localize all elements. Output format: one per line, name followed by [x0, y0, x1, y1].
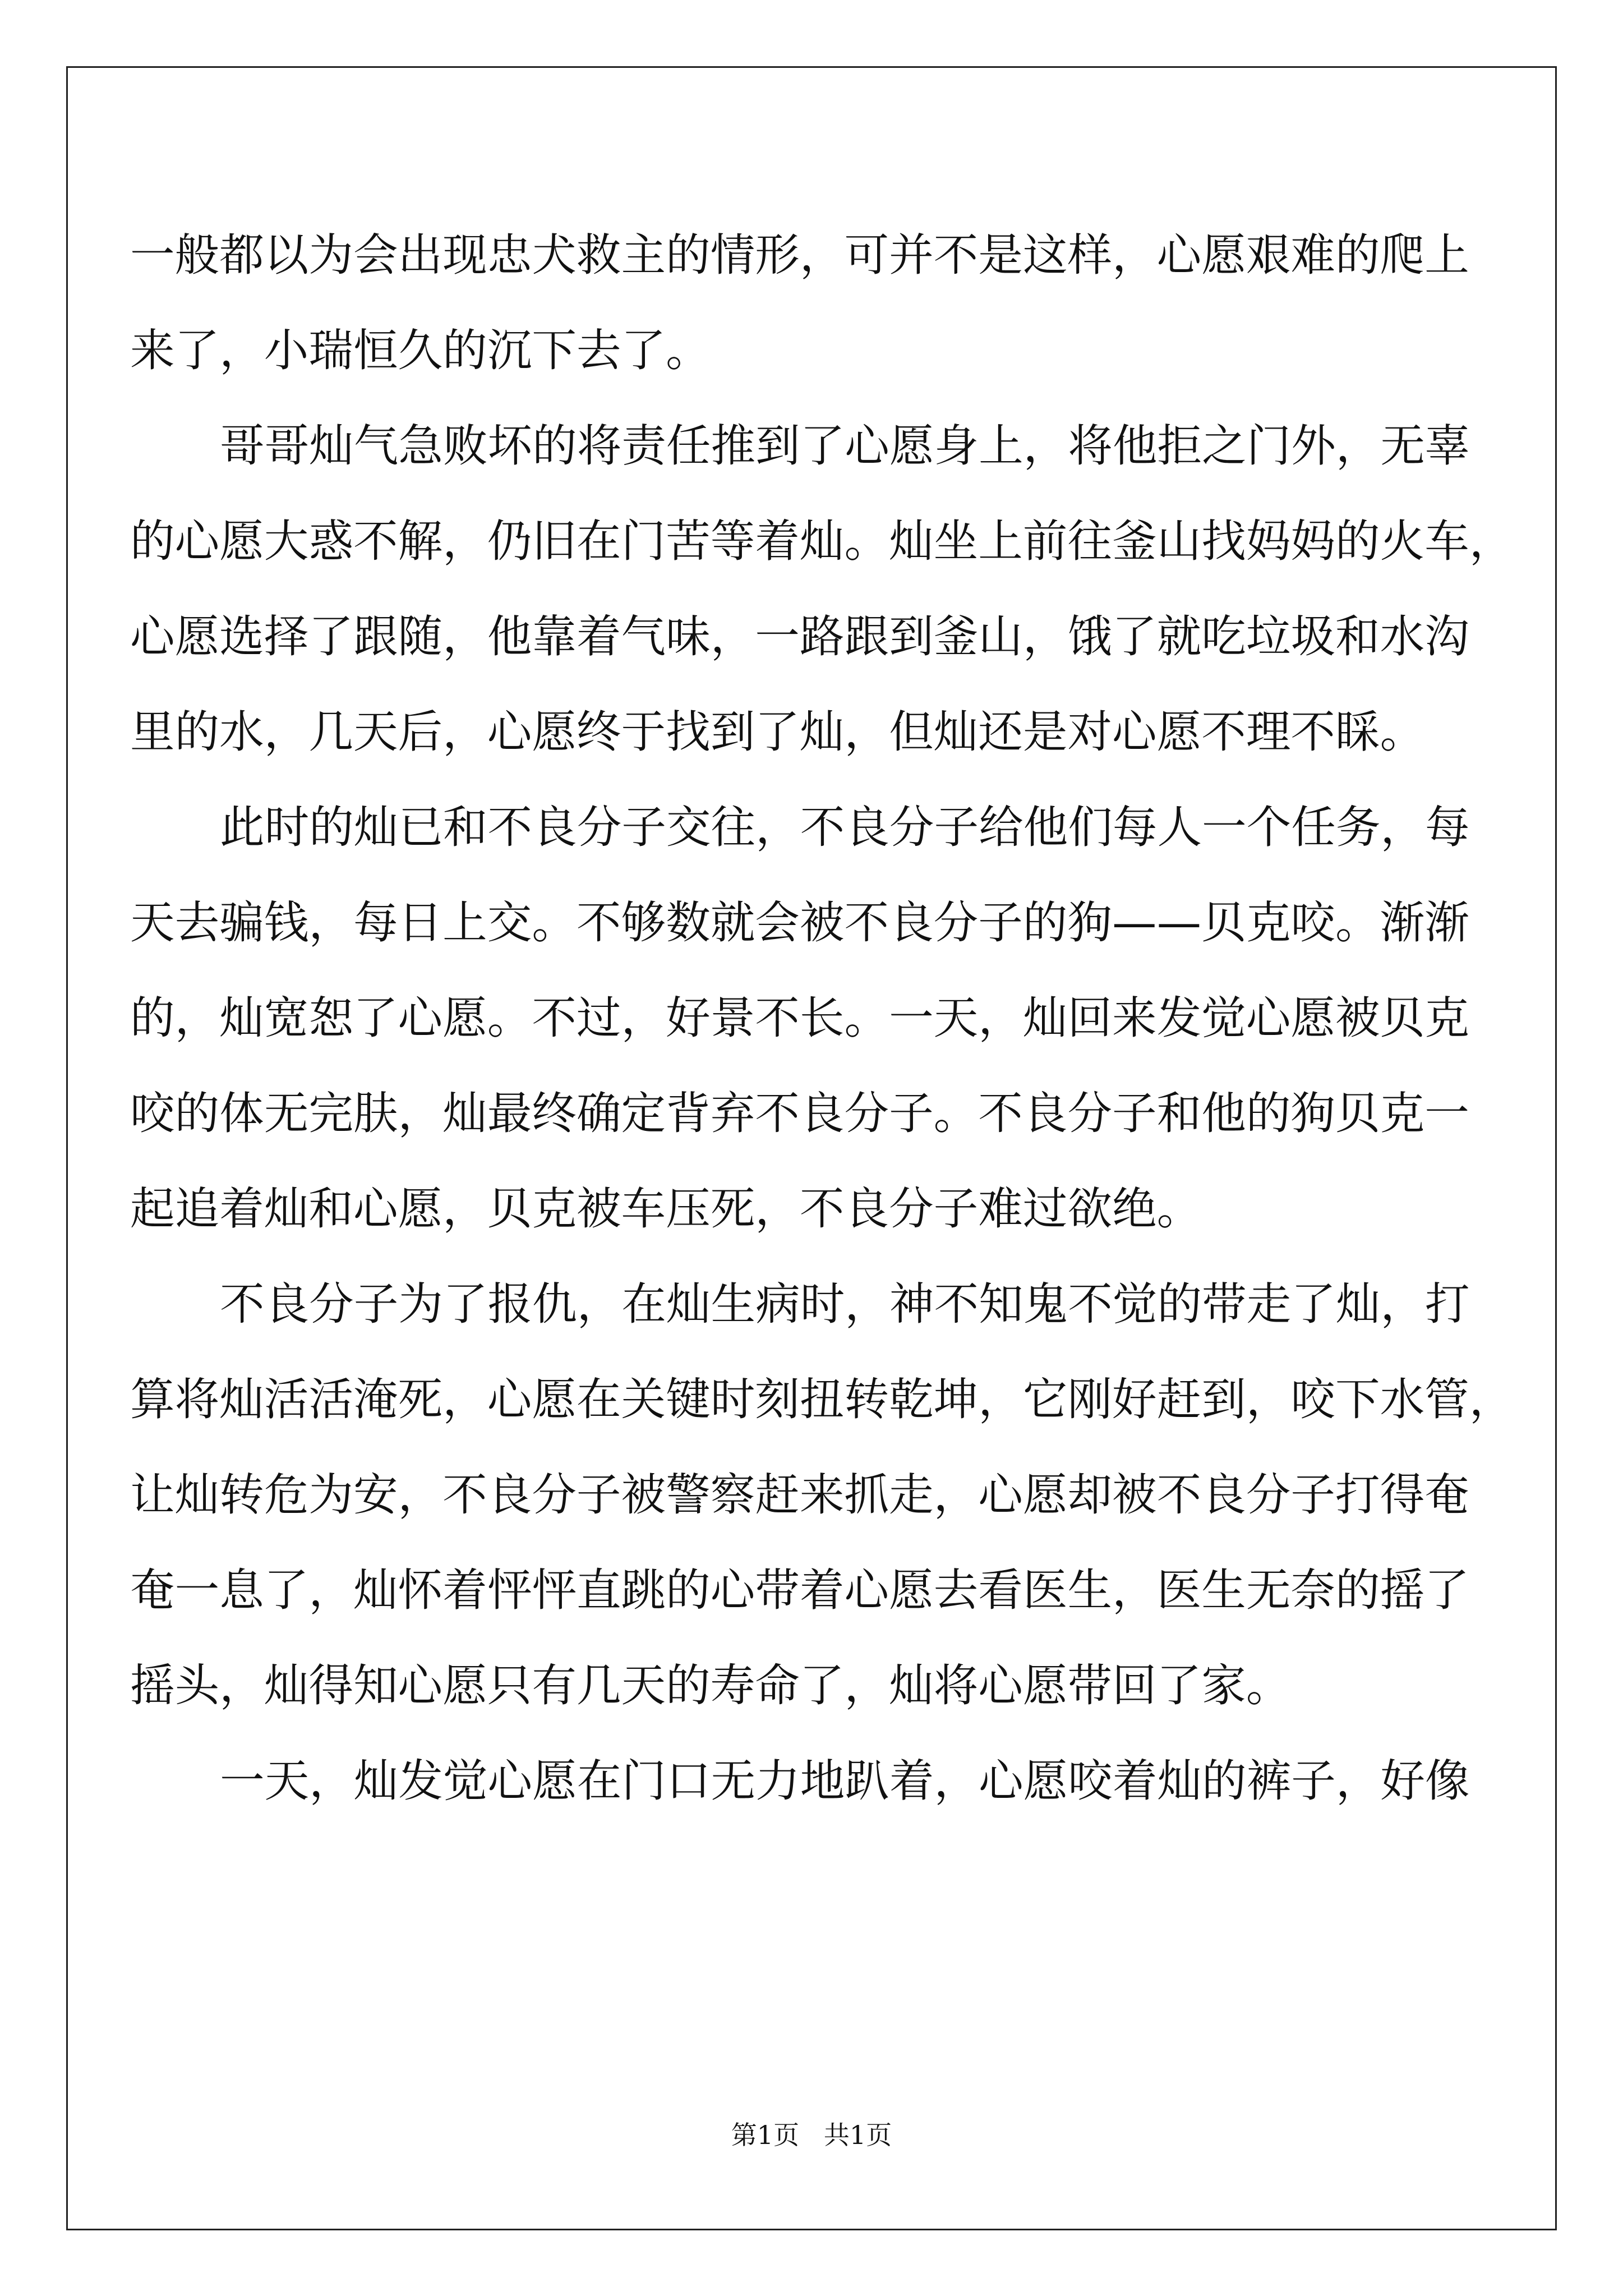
- page-number-footer: 第1页 共1页: [731, 2120, 892, 2150]
- text-line: 奄一息了，灿怀着怦怦直跳的心带着心愿去看医生，医生无奈的摇了: [130, 1564, 1469, 1616]
- text-line: 心愿选择了跟随，他靠着气味，一路跟到釜山，饿了就吃垃圾和水沟: [130, 610, 1469, 662]
- text-line: 起追着灿和心愿，贝克被车压死，不良分子难过欲绝。: [130, 1182, 1202, 1235]
- paragraph-first-line: 此时的灿已和不良分子交往，不良分子给他们每人一个任务，每: [220, 801, 1470, 853]
- paragraph-first-line: 一天，灿发觉心愿在门口无力地趴着，心愿咬着灿的裤子，好像: [220, 1755, 1470, 1807]
- text-line: 天去骗钱，每日上交。不够数就会被不良分子的狗——贝克咬。渐渐: [130, 896, 1469, 949]
- text-line: 让灿转危为安，不良分子被警察赶来抓走，心愿却被不良分子打得奄: [130, 1469, 1469, 1521]
- paragraph-first-line: 不良分子为了报仇，在灿生病时，神不知鬼不觉的带走了灿，打: [220, 1278, 1470, 1330]
- text-line: 算将灿活活淹死，心愿在关键时刻扭转乾坤，它刚好赶到，咬下水管，: [130, 1373, 1514, 1425]
- text-line: 的，灿宽恕了心愿。不过，好景不长。一天，灿回来发觉心愿被贝克: [130, 992, 1469, 1044]
- text-line: 里的水，几天后，心愿终于找到了灿，但灿还是对心愿不理不睬。: [130, 706, 1425, 758]
- text-line: 咬的体无完肤，灿最终确定背弃不良分子。不良分子和他的狗贝克一: [130, 1087, 1469, 1139]
- paragraph-first-line: 哥哥灿气急败坏的将责任推到了心愿身上，将他拒之门外，无辜: [220, 420, 1470, 472]
- text-line: 摇头，灿得知心愿只有几天的寿命了，灿将心愿带回了家。: [130, 1659, 1291, 1711]
- text-line: 一般都以为会出现忠犬救主的情形，可并不是这样，心愿艰难的爬上: [130, 229, 1469, 281]
- page-border: [66, 66, 1557, 2230]
- text-line: 的心愿大惑不解，仍旧在门苦等着灿。灿坐上前往釜山找妈妈的火车，: [130, 515, 1514, 567]
- text-line: 来了，小瑞恒久的沉下去了。: [130, 324, 711, 376]
